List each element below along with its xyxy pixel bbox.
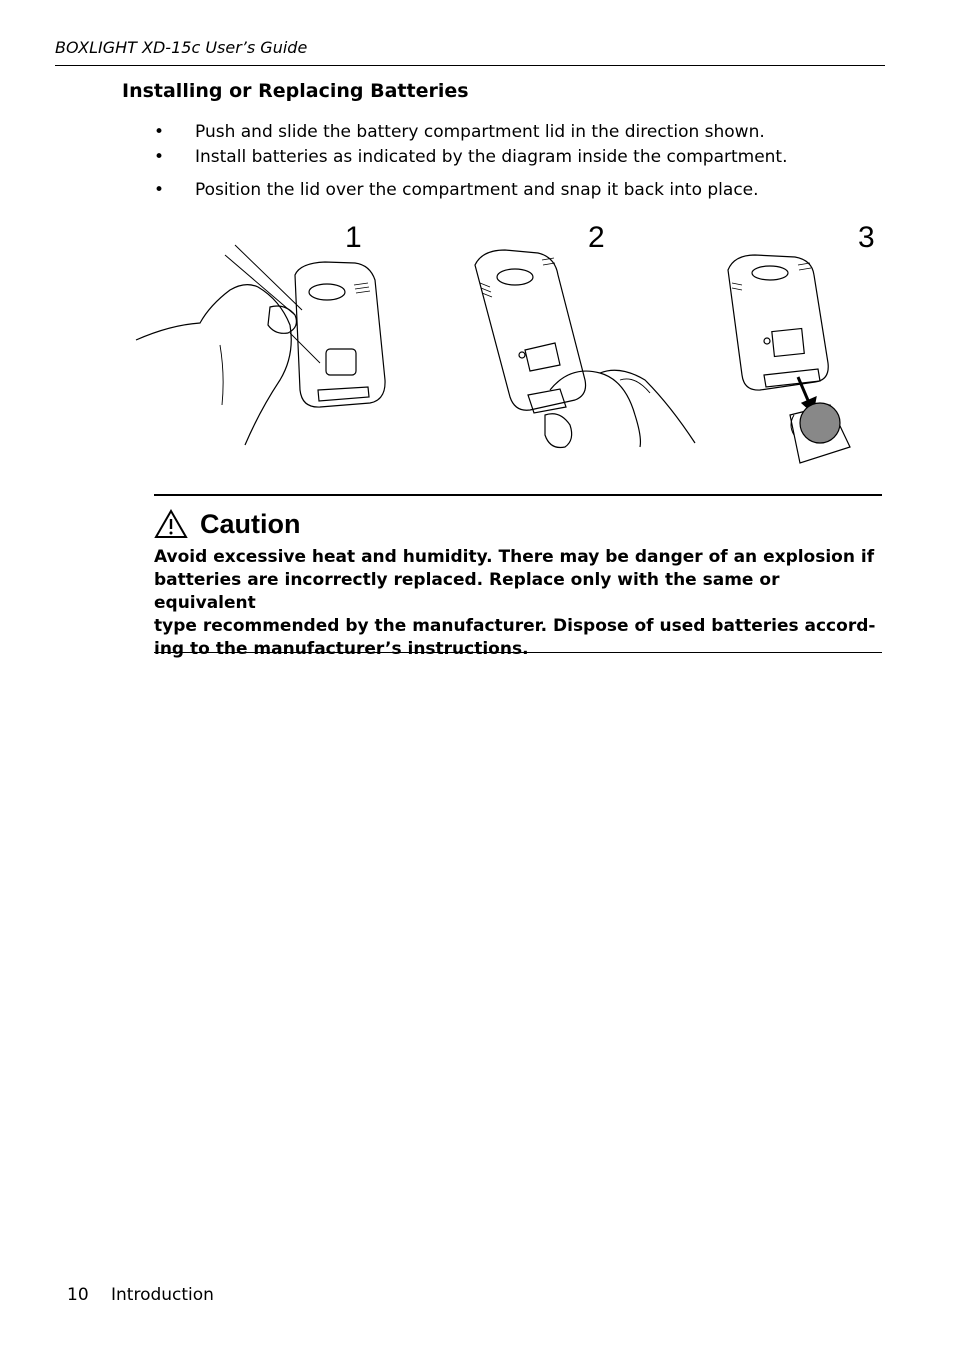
footer-section-name: Introduction: [111, 1285, 214, 1305]
bullet-icon: •: [154, 180, 165, 200]
caution-line: type recommended by the manufacturer. Dispose of used batteries accord-: [154, 616, 876, 636]
caution-title: Caution: [200, 508, 301, 539]
step-number-1: 1: [345, 221, 362, 254]
step-number-3: 3: [858, 221, 875, 254]
section-title: Installing or Replacing Batteries: [122, 80, 469, 102]
bullet-icon: •: [154, 147, 165, 167]
page-number: 10: [67, 1285, 89, 1305]
list-item: [154, 145, 874, 170]
instruction-list: [154, 120, 874, 203]
step-number-2: 2: [588, 221, 605, 254]
header-rule: [55, 65, 885, 66]
caution-heading: [154, 506, 301, 542]
bullet-icon: •: [154, 122, 165, 142]
warning-triangle-icon: [154, 509, 188, 539]
running-header: BOXLIGHT XD-15c User’s Guide: [55, 38, 308, 57]
step-2-drawing: [475, 250, 695, 448]
step-1-drawing: [136, 245, 385, 445]
caution-bottom-rule: [154, 652, 882, 653]
caution-line: batteries are incorrectly replaced. Replace only with the same or equivalent: [154, 570, 780, 613]
caution-line: Avoid excessive heat and humidity. There may be danger of an explosion if: [154, 547, 875, 567]
caution-line: ing to the manufacturer’s instructions.: [154, 639, 529, 659]
caution-top-rule: [154, 494, 882, 496]
list-item-text: Push and slide the battery compartment lid in the direction shown.: [195, 122, 765, 142]
caution-text: [154, 546, 882, 661]
battery-illustration: [130, 215, 890, 475]
list-item: [154, 178, 874, 203]
list-item-text: Position the lid over the compartment and snap it back into place.: [195, 180, 759, 200]
step-3-drawing: [728, 255, 850, 463]
list-item: [154, 120, 874, 145]
list-item-text: Install batteries as indicated by the diagram inside the compartment.: [195, 147, 788, 167]
